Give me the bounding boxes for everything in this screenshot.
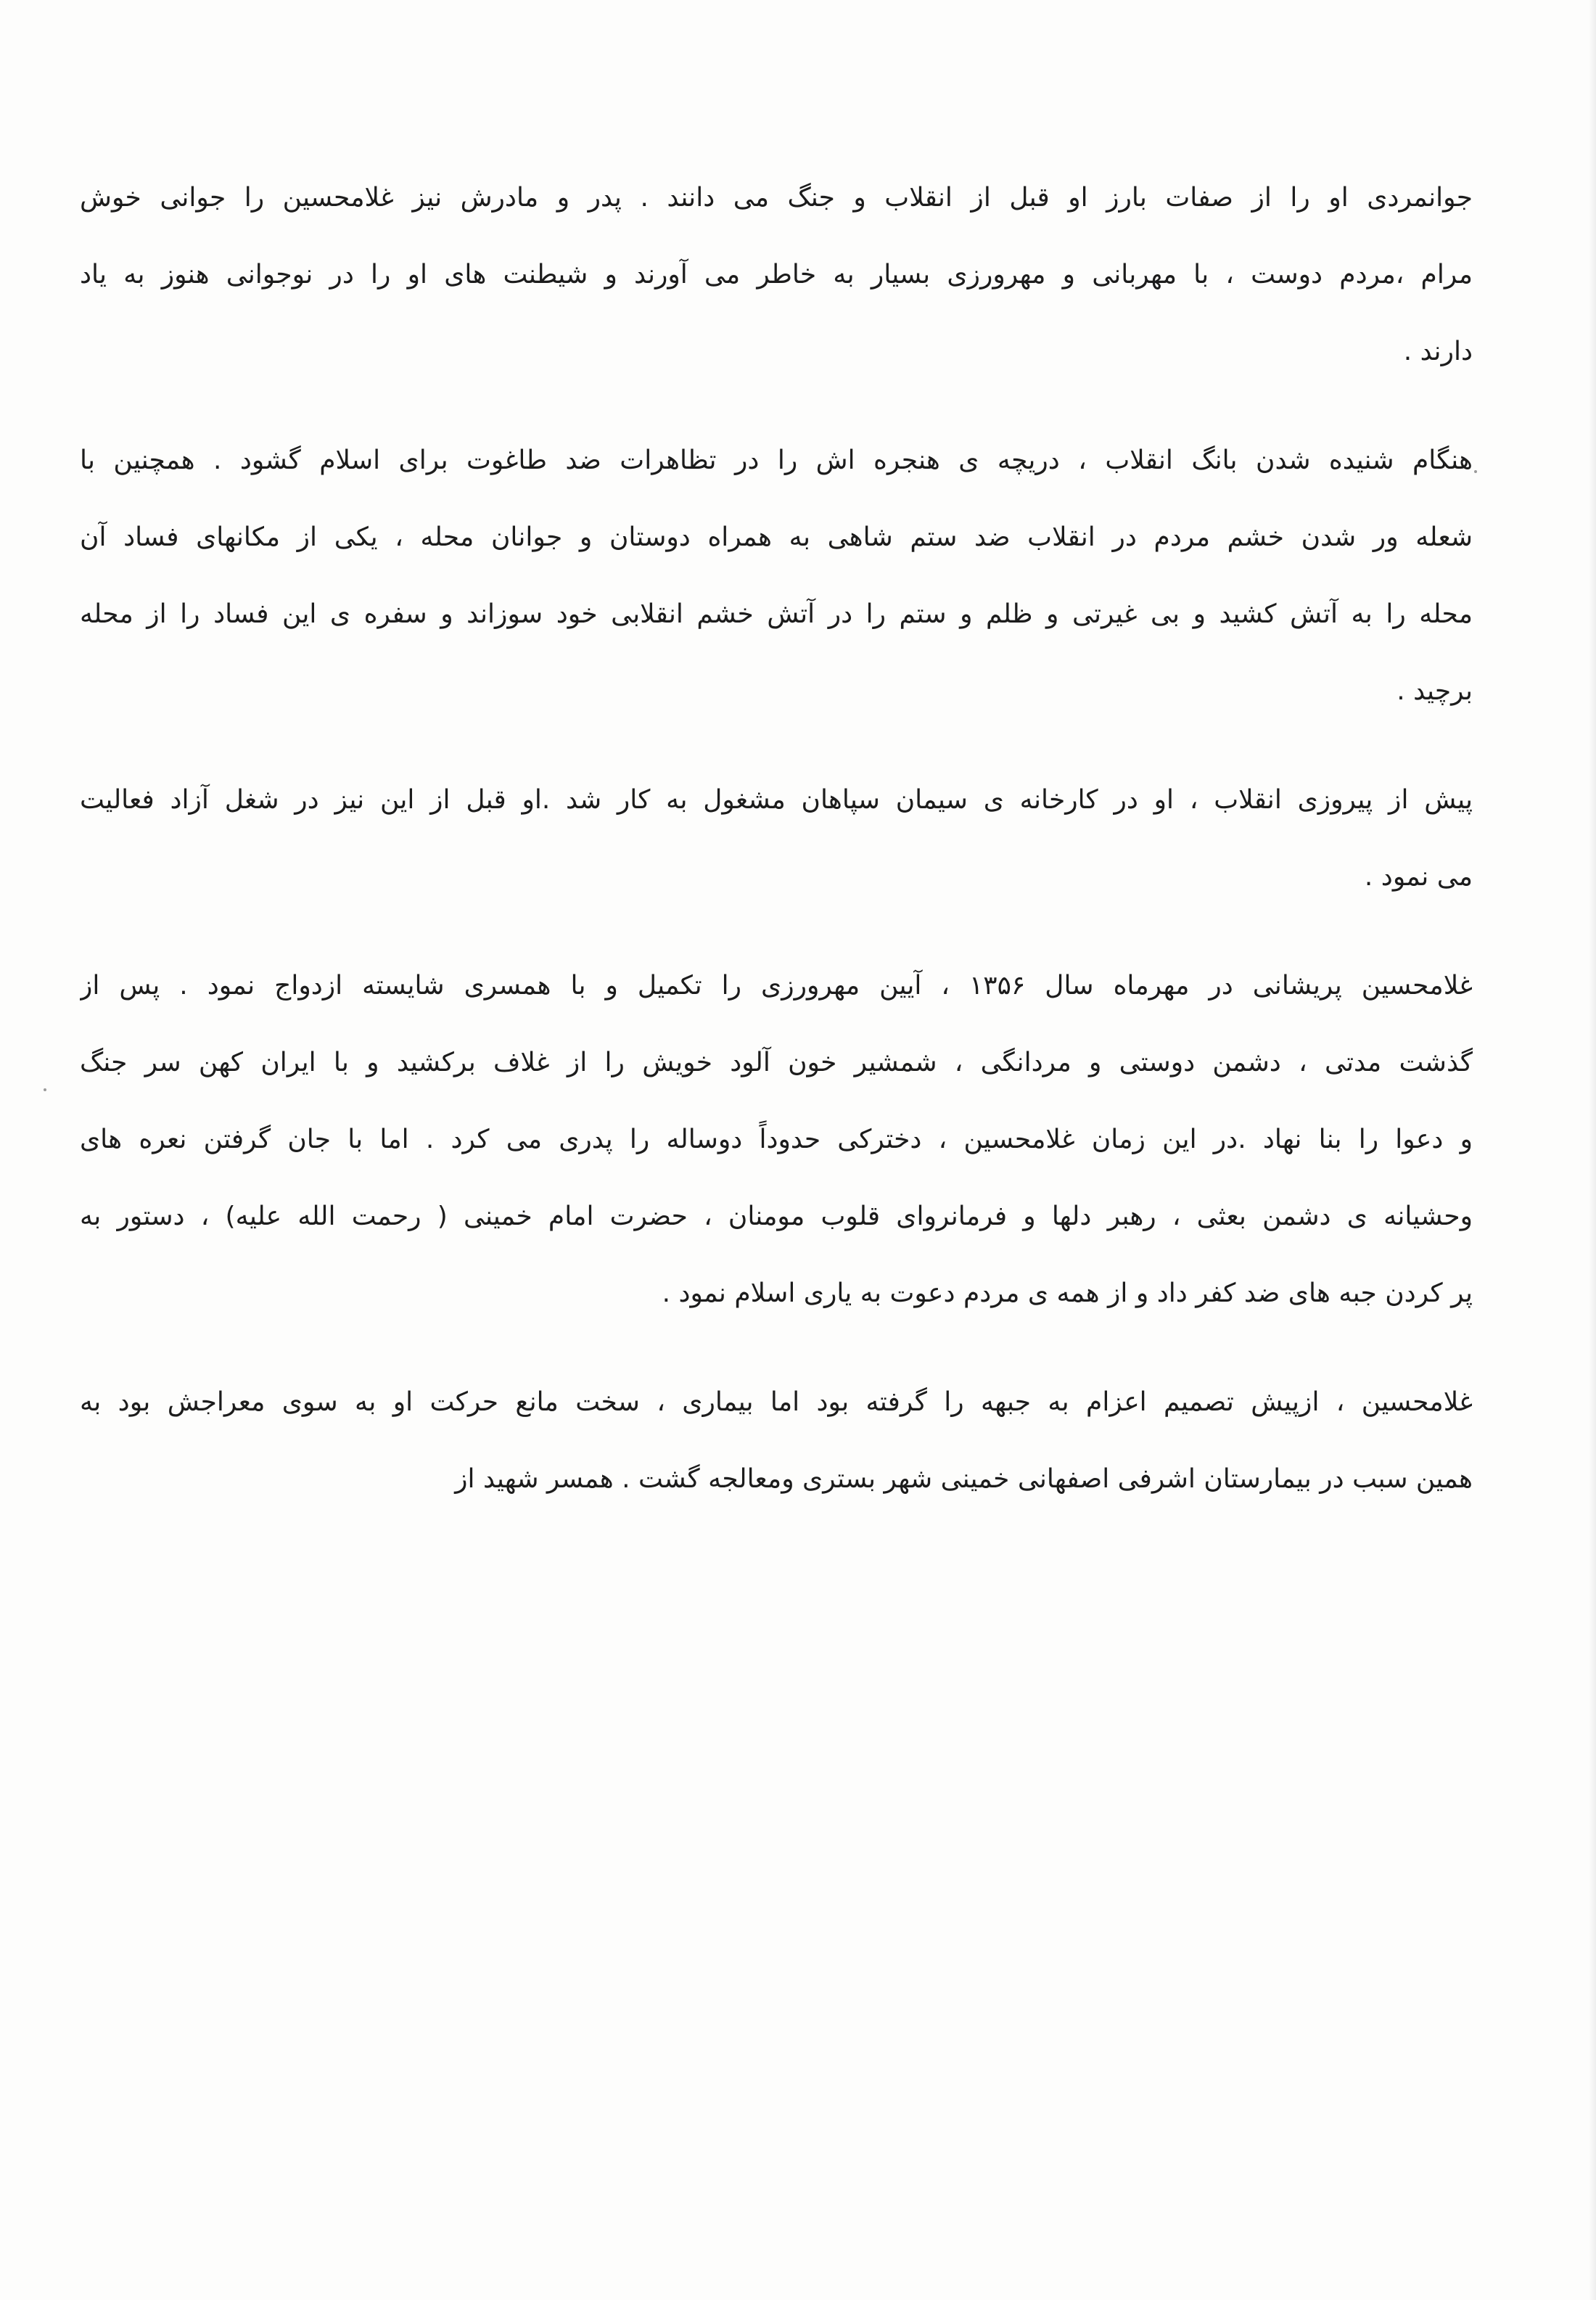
text-line: هنگام شنیده شدن بانگ انقلاب ، دریچه ی هنجره اش را در تظاهرات ضد طاغوت برای اسلام گشود . همچنین با xyxy=(80,445,1473,475)
paragraph-gap xyxy=(80,730,1473,762)
text-line: شعله ور شدن خشم مردم در انقلاب ضد ستم شاهی به همراه دوستان و جوانان محله ، یکی از مکانهای فساد آن xyxy=(80,522,1473,552)
paragraph-2 xyxy=(80,422,1473,730)
text-line: وحشیانه ی دشمن بعثی ، رهبر دلها و فرمانروای قلوب مومنان ، حضرت امام خمینی ( رحمت الله علیه) ، دستور به xyxy=(80,1202,1473,1231)
text-line: غلامحسین پریشانی در مهرماه سال ۱۳۵۶ ، آیین مهرورزی را تکمیل و با همسری شایسته ازدواج نمود . پس از xyxy=(80,971,1473,1001)
paragraph-1 xyxy=(80,160,1473,390)
paragraph-4 xyxy=(80,948,1473,1332)
paragraph-gap xyxy=(80,1332,1473,1364)
text-line: و دعوا را بنا نهاد .در این زمان غلامحسین ، دخترکی حدوداً دوساله را پدری می کرد . اما با جان گرفتن نعره های xyxy=(80,1125,1473,1154)
text-line: پیش از پیروزی انقلاب ، او در کارخانه ی سیمان سپاهان مشغول به کار شد .او قبل از این نیز در شغل آزاد فعالیت xyxy=(80,785,1473,815)
scan-speck xyxy=(44,1088,46,1091)
document-body xyxy=(80,160,1473,1518)
paragraph-5 xyxy=(80,1364,1473,1518)
text-line: برچید . xyxy=(1396,676,1473,706)
text-line: محله را به آتش کشید و بی غیرتی و ظلم و ستم را در آتش خشم انقلابی خود سوزاند و سفره ی این فساد را از محله xyxy=(80,599,1473,629)
text-line: دارند . xyxy=(1403,337,1473,366)
text-line: جوانمردی او را از صفات بارز او قبل از انقلاب و جنگ می دانند . پدر و مادرش نیز غلامحسین را جوانی خوش xyxy=(80,183,1473,213)
text-line: غلامحسین ، ازپیش تصمیم اعزام به جبهه را گرفته بود اما بیماری ، سخت مانع حرکت او به سوی معراجش بود به xyxy=(80,1387,1473,1417)
paragraph-3 xyxy=(80,762,1473,916)
paragraph-gap xyxy=(80,390,1473,422)
scan-speck xyxy=(1474,470,1477,473)
paragraph-gap xyxy=(80,916,1473,948)
text-line: مرام ،مردم دوست ، با مهربانی و مهرورزی بسیار به خاطر می آورند و شیطنت های او را در نوجوانی هنوز به یاد xyxy=(80,260,1473,289)
text-line: همین سبب در بیمارستان اشرفی اصفهانی خمینی شهر بستری ومعالجه گشت . همسر شهید از xyxy=(455,1464,1473,1494)
text-line: می نمود . xyxy=(1364,862,1473,892)
scan-edge-shadow xyxy=(1589,0,1596,2300)
text-line: پر کردن جبه های ضد کفر داد و از همه ی مردم دعوت به یاری اسلام نمود . xyxy=(662,1278,1473,1308)
text-line: گذشت مدتی ، دشمن دوستی و مردانگی ، شمشیر خون آلود خویش را از غلاف برکشید و با ایران کهن سر جنگ xyxy=(80,1048,1473,1077)
